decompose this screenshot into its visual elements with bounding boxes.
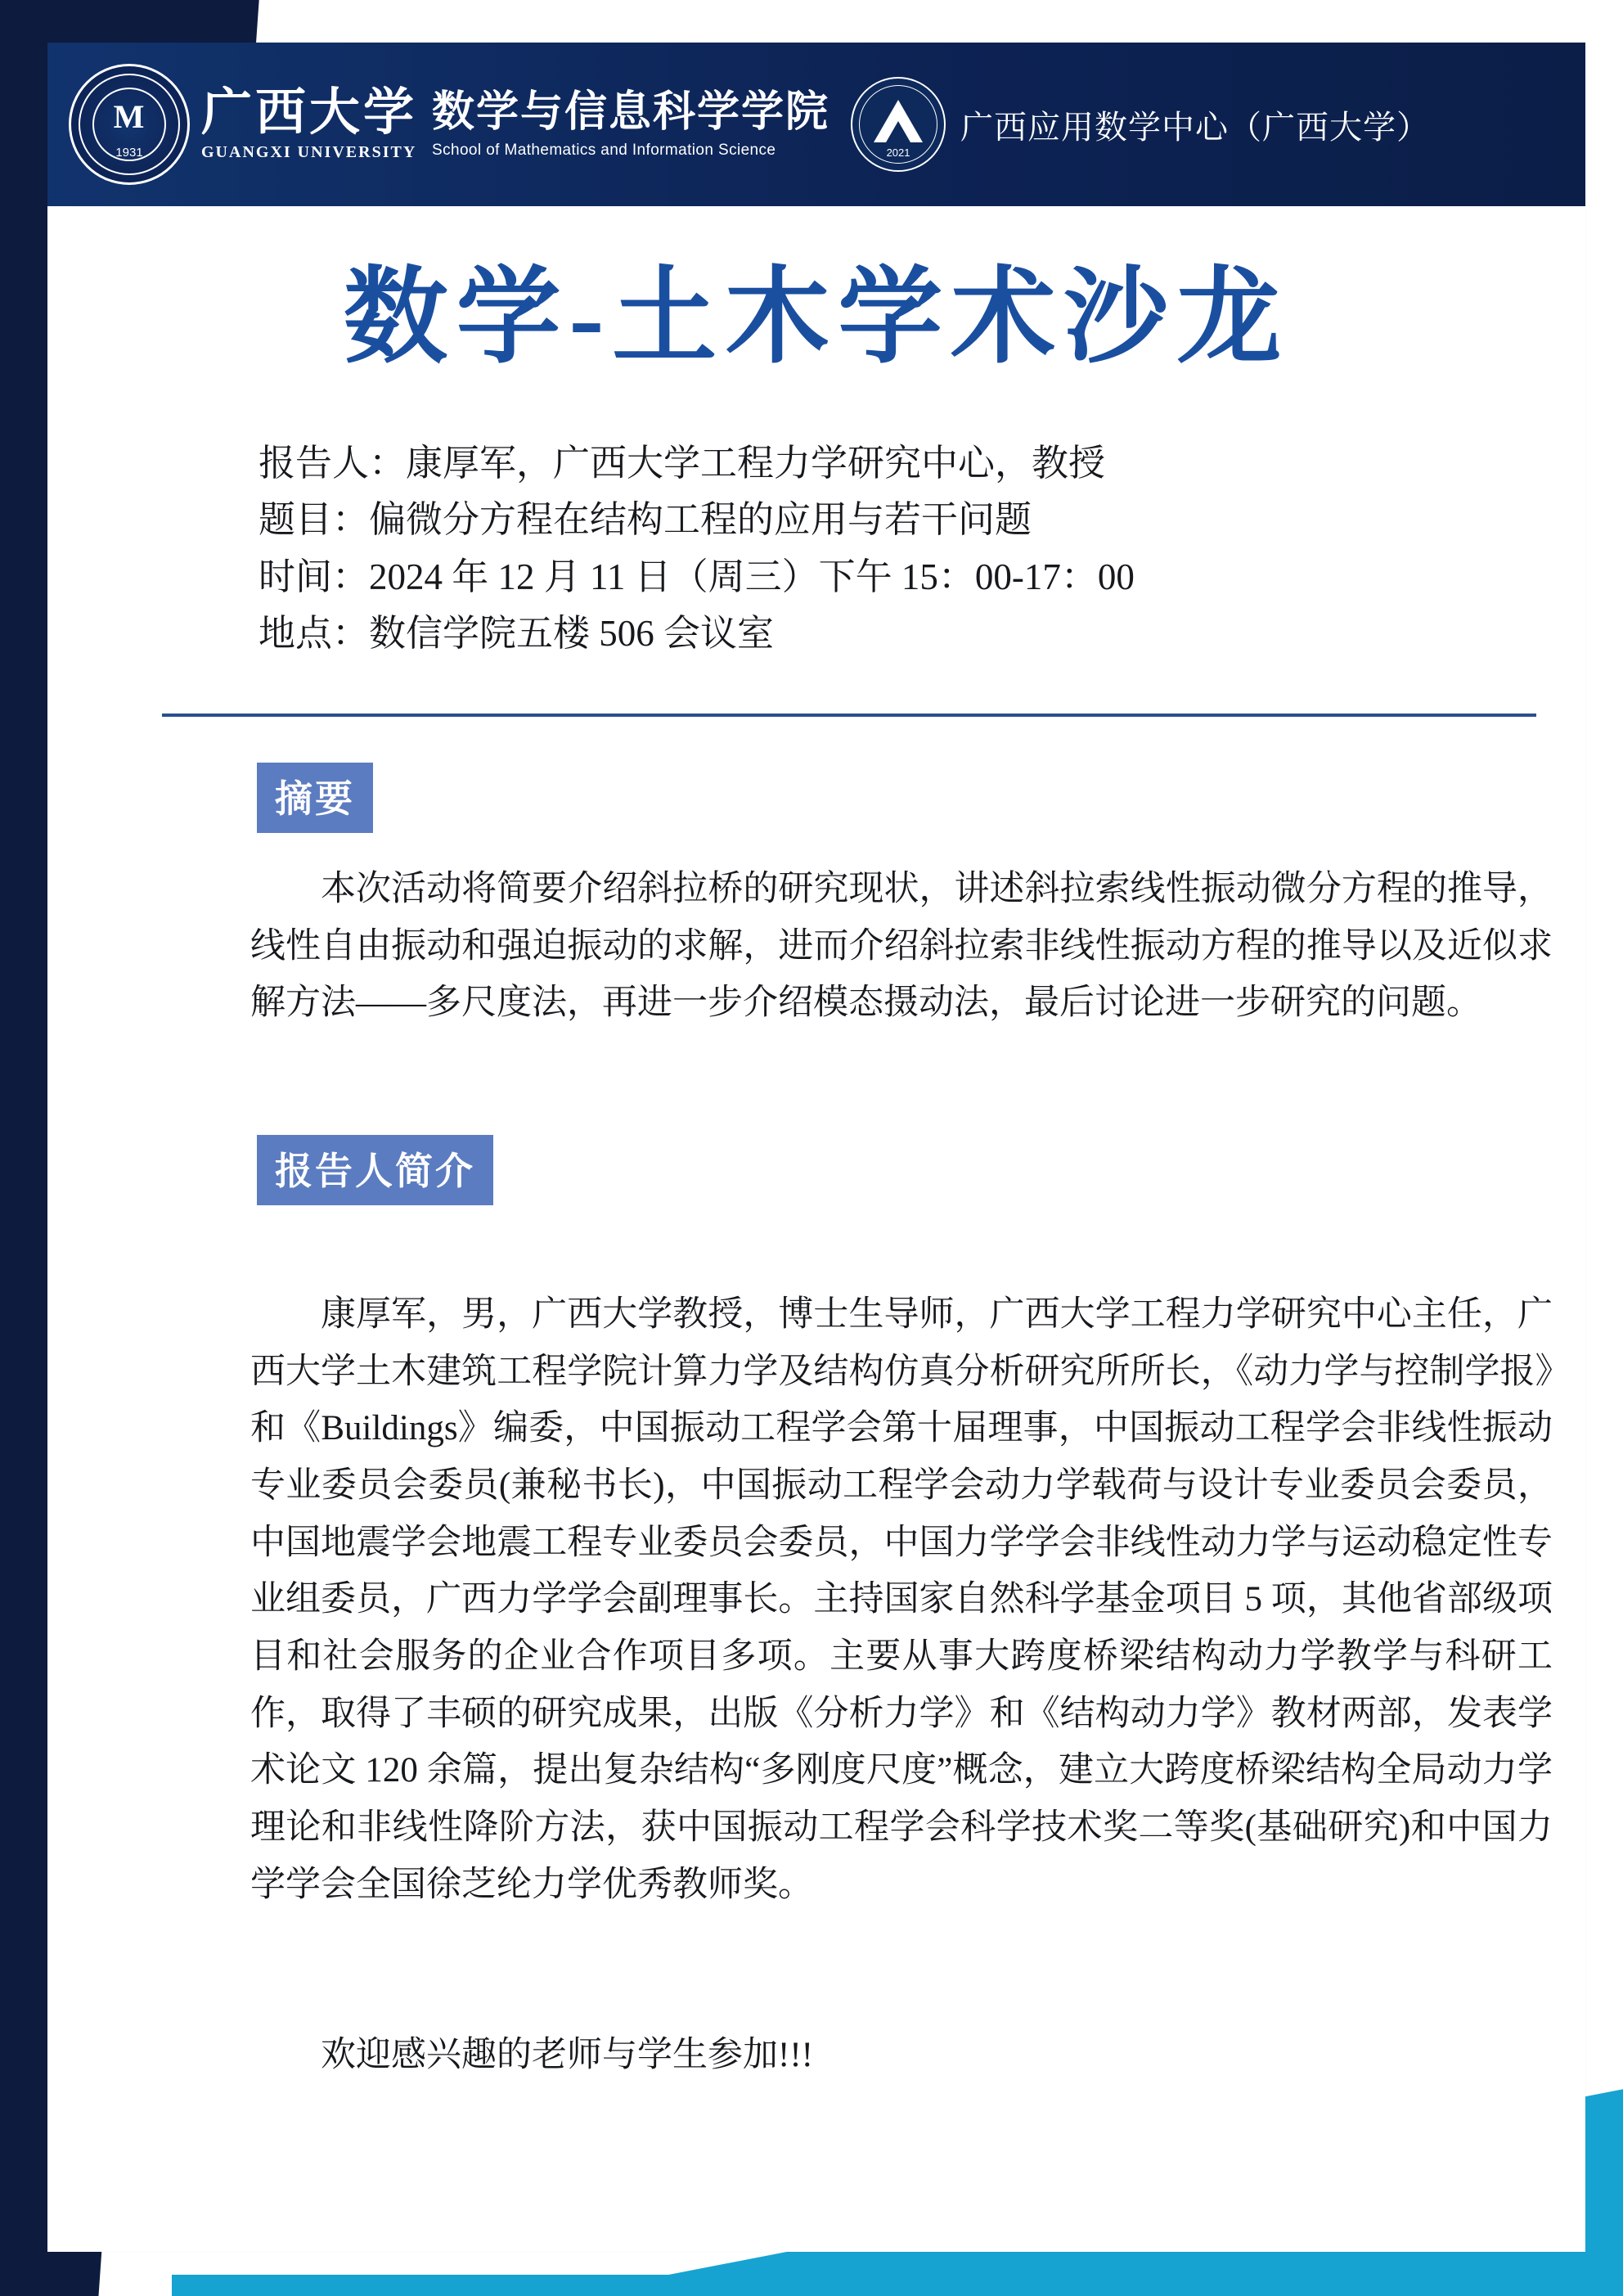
welcome-note: 欢迎感兴趣的老师与学生参加!!! [321, 2036, 813, 2074]
bio-section-label: 报告人简介 [257, 1135, 493, 1205]
university-brand [201, 87, 417, 161]
meta-time: 时间：2024 年 12 月 11 日（周三）下午 15：00-17：00 [259, 556, 1135, 597]
seal-initial: M [113, 98, 146, 135]
school-name-cn: 数学与信息科学学院 [432, 88, 830, 137]
section-divider [162, 714, 1536, 717]
bio-body: 康厚军，男，广西大学教授，博士生导师，广西大学工程力学研究中心主任，广西大学土木建筑工程学院计算力学及结构仿真分析研究所所长，《动力学与控制学报》和《Buildings》编委，中国振动工程学会第十届理事，中国振动工程学会非线性振动专业委员会委员(兼秘书长)，中国振动工程学会动力学载荷与设计专业委员会委员，中国地震学会地震工程专业委员会委员，中国力学学会非线性动力学与运动稳定性专业组委员，广西力学学会副理事长。主持国家自然科学基金项目 5 项，其他省部级项目和社会服务的企业合作项目多项。主要从事大跨度桥梁结构动力学教学与科研工作，取得了丰硕的研究成果，出版《分析力学》和《结构动力学》教材两部，发表学术论文 120 余篇，提出复杂结构“多刚度尺度”概念，建立大跨度桥梁结构全局动力学理论和非线性降阶方法，获中国振动工程学会科学技术奖二等奖(基础研究)和中国力学学会全国徐芝纶力学优秀教师奖。 [250, 1295, 1553, 1904]
header-banner [47, 43, 1585, 206]
math-center-seal-icon [851, 77, 946, 172]
bottom-cyan-bar [172, 2275, 1623, 2296]
event-meta [259, 435, 1535, 662]
abstract-body: 本次活动将简要介绍斜拉桥的研究现状，讲述斜拉索线性振动微分方程的推导，线性自由振动和强迫振动的求解，进而介绍斜拉索非线性振动方程的推导以及近似求解方法——多尺度法，再进一步介绍模态摄动法，最后讨论进一步研究的问题。 [250, 870, 1553, 1023]
page-title: 数学-土木学术沙龙 [343, 259, 1290, 376]
sierpinski-triangle-cut [886, 121, 910, 142]
school-name-en: School of Mathematics and Information Science [432, 141, 776, 159]
seal-year: 1931 [115, 146, 143, 160]
school-brand [432, 89, 829, 159]
abstract-section-label: 摘要 [257, 763, 373, 833]
math-center-name: 广西应用数学中心（广西大学） [960, 109, 1431, 146]
meta-location: 地点：数信学院五楼 506 会议室 [259, 612, 775, 654]
center-seal-year: 2021 [886, 146, 910, 159]
university-seal-icon [69, 64, 190, 185]
university-name-en: GUANGXI UNIVERSITY [201, 142, 417, 161]
poster-page [47, 43, 1585, 2252]
meta-topic: 题目：偏微分方程在结构工程的应用与若干问题 [259, 499, 1032, 541]
meta-speaker: 报告人：康厚军，广西大学工程力学研究中心，教授 [259, 443, 1106, 484]
university-name-cn: 广西大学 [201, 85, 418, 142]
